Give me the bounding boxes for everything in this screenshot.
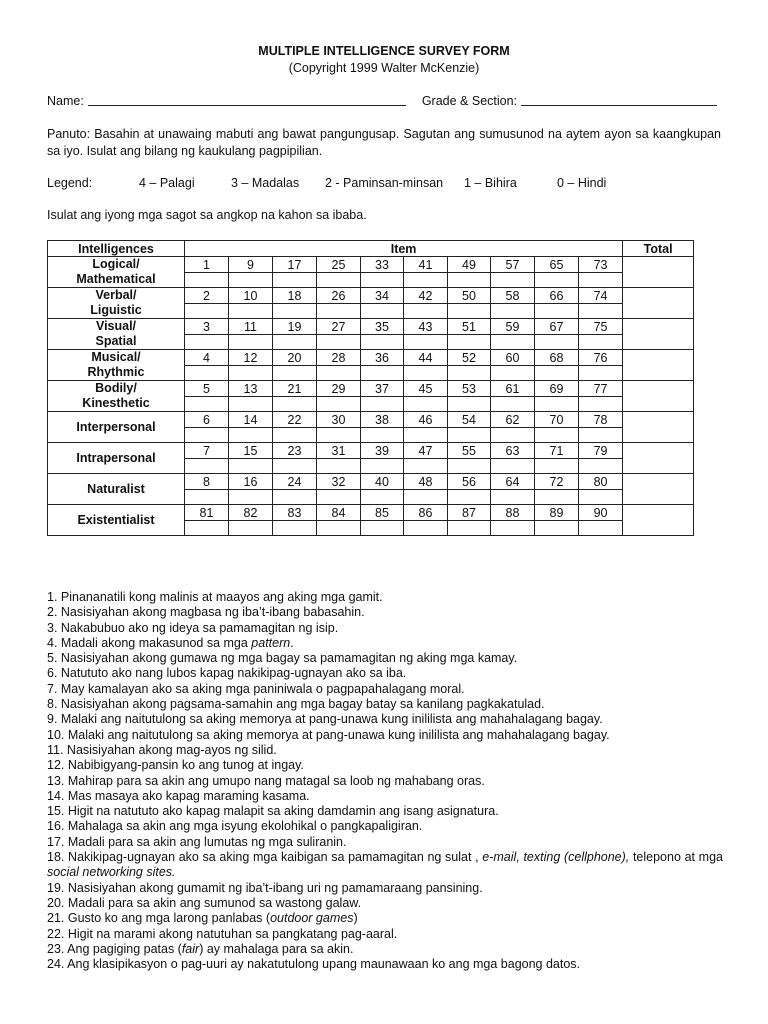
- item-number: 38: [361, 412, 404, 428]
- answer-cell[interactable]: [229, 490, 273, 505]
- answer-cell[interactable]: [535, 397, 579, 412]
- answer-cell[interactable]: [579, 521, 623, 536]
- intelligence-label: [48, 257, 185, 288]
- answer-cell[interactable]: [361, 459, 404, 474]
- intelligence-label-line1: Naturalist: [87, 481, 145, 496]
- statement-item: 18. Nakikipag-ugnayan ako sa aking mga kaibigan sa pamamagitan ng sulat , e-mail, texting (cellphone), telepono at mga social networking sites.: [47, 850, 723, 880]
- total-cell[interactable]: [623, 288, 694, 319]
- answer-note: Isulat ang iyong mga sagot sa angkop na kahon sa ibaba.: [47, 208, 367, 222]
- intelligence-label: [48, 443, 185, 474]
- answer-cell[interactable]: [448, 459, 491, 474]
- answer-cell[interactable]: [317, 490, 361, 505]
- answer-cell[interactable]: [491, 459, 535, 474]
- answer-cell[interactable]: [535, 459, 579, 474]
- intelligence-label-line1: Existentialist: [77, 512, 155, 527]
- answer-cell[interactable]: [273, 490, 317, 505]
- item-number: 1: [185, 257, 229, 273]
- statement-item: 15. Higit na natututo ako kapag malapit sa aking damdamin ang isang asignatura.: [47, 804, 499, 819]
- header-total: Total: [623, 241, 694, 257]
- item-number: 10: [229, 288, 273, 304]
- answer-cell[interactable]: [491, 335, 535, 350]
- intelligence-label: [48, 288, 185, 319]
- answer-cell[interactable]: [491, 490, 535, 505]
- intelligence-label-line1: Visual/: [95, 319, 137, 333]
- legend-item-hindi: 0 – Hindi: [557, 176, 607, 190]
- answer-cell[interactable]: [317, 304, 361, 319]
- item-number: 5: [185, 381, 229, 397]
- answer-cell[interactable]: [317, 335, 361, 350]
- answer-cell[interactable]: [361, 273, 404, 288]
- item-number: 28: [317, 350, 361, 366]
- item-number: 54: [448, 412, 491, 428]
- item-number: 33: [361, 257, 404, 273]
- item-number: 7: [185, 443, 229, 459]
- item-number: 26: [317, 288, 361, 304]
- legend-item-bihira: 1 – Bihira: [464, 176, 517, 190]
- statement-item: 8. Nasisiyahan akong pagsama-samahin ang mga bagay batay sa kanilang pagkakatulad.: [47, 697, 545, 712]
- total-cell[interactable]: [623, 505, 694, 536]
- answer-cell[interactable]: [361, 521, 404, 536]
- total-cell[interactable]: [623, 257, 694, 288]
- item-number: 84: [317, 505, 361, 521]
- item-number: 36: [361, 350, 404, 366]
- item-number: 72: [535, 474, 579, 490]
- answer-cell[interactable]: [579, 335, 623, 350]
- item-number: 49: [448, 257, 491, 273]
- statement-item: 22. Higit na marami akong natutuhan sa pangkatang pag-aaral.: [47, 926, 398, 941]
- table-row: [48, 288, 694, 304]
- intelligence-label-line1: Bodily/: [95, 381, 137, 395]
- item-number: 24: [273, 474, 317, 490]
- total-cell[interactable]: [623, 474, 694, 505]
- answer-cell[interactable]: [491, 273, 535, 288]
- item-number: 34: [361, 288, 404, 304]
- intelligence-label-line1: Verbal/: [95, 288, 137, 302]
- answer-cell[interactable]: [229, 459, 273, 474]
- answer-cell[interactable]: [579, 459, 623, 474]
- legend-label: Legend:: [47, 176, 93, 190]
- table-row: [48, 412, 694, 428]
- item-number: 15: [229, 443, 273, 459]
- item-number: 31: [317, 443, 361, 459]
- statement-item: 17. Madali para sa akin ang lumutas ng mga suliranin.: [47, 834, 347, 849]
- statement-item: 10. Malaki ang naitutulong sa aking memorya at pang-unawa kung inililista ang mahahalagang bagay.: [47, 727, 610, 742]
- answer-cell[interactable]: [229, 366, 273, 381]
- answer-cell[interactable]: [579, 304, 623, 319]
- item-number: 85: [361, 505, 404, 521]
- item-number: 79: [579, 443, 623, 459]
- answer-cell[interactable]: [317, 366, 361, 381]
- item-number: 39: [361, 443, 404, 459]
- item-number: 82: [229, 505, 273, 521]
- answer-cell[interactable]: [404, 428, 448, 443]
- answer-cell[interactable]: [229, 521, 273, 536]
- item-number: 12: [229, 350, 273, 366]
- item-number: 74: [579, 288, 623, 304]
- total-cell[interactable]: [623, 319, 694, 350]
- legend-item-madalas: 3 – Madalas: [231, 176, 300, 190]
- answer-cell[interactable]: [535, 335, 579, 350]
- item-number: 63: [491, 443, 535, 459]
- statement-item: 1. Pinananatili kong malinis at maayos ang aking mga gamit.: [47, 590, 383, 604]
- item-number: 3: [185, 319, 229, 335]
- answer-cell[interactable]: [404, 335, 448, 350]
- answer-cell[interactable]: [535, 304, 579, 319]
- item-number: 2: [185, 288, 229, 304]
- answer-cell[interactable]: [448, 273, 491, 288]
- answer-cell[interactable]: [491, 366, 535, 381]
- answer-cell[interactable]: [404, 490, 448, 505]
- answer-cell[interactable]: [185, 521, 229, 536]
- total-cell[interactable]: [623, 381, 694, 412]
- intelligence-label: [48, 381, 185, 412]
- table-row: [48, 474, 694, 490]
- item-number: 21: [273, 381, 317, 397]
- item-number: 20: [273, 350, 317, 366]
- answer-cell[interactable]: [185, 366, 229, 381]
- item-number: 60: [491, 350, 535, 366]
- answer-cell[interactable]: [579, 273, 623, 288]
- answer-cell[interactable]: [448, 304, 491, 319]
- answer-cell[interactable]: [185, 397, 229, 412]
- answer-cell[interactable]: [404, 521, 448, 536]
- intelligence-table: [47, 240, 694, 536]
- statement-item: 14. Mas masaya ako kapag maraming kasama.: [47, 788, 310, 803]
- answer-cell[interactable]: [273, 397, 317, 412]
- item-number: 42: [404, 288, 448, 304]
- answer-cell[interactable]: [185, 490, 229, 505]
- item-number: 75: [579, 319, 623, 335]
- statement-item: 24. Ang klasipikasyon o pag-uuri ay nakatutulong upang maunawaan ko ang mga bagong datos.: [47, 957, 581, 972]
- item-number: 16: [229, 474, 273, 490]
- table-row: [48, 381, 694, 397]
- answer-cell[interactable]: [361, 335, 404, 350]
- item-number: 40: [361, 474, 404, 490]
- item-number: 80: [579, 474, 623, 490]
- item-number: 14: [229, 412, 273, 428]
- name-field[interactable]: [88, 94, 406, 106]
- answer-cell[interactable]: [317, 521, 361, 536]
- item-number: 68: [535, 350, 579, 366]
- answer-cell[interactable]: [448, 521, 491, 536]
- item-number: 62: [491, 412, 535, 428]
- statement-item: 12. Nabibigyang-pansin ko ang tunog at ingay.: [47, 758, 304, 773]
- item-number: 57: [491, 257, 535, 273]
- item-number: 41: [404, 257, 448, 273]
- answer-cell[interactable]: [185, 304, 229, 319]
- intelligence-label: [48, 350, 185, 381]
- legend-item-palagi: 4 – Palagi: [139, 176, 195, 190]
- answer-cell[interactable]: [448, 428, 491, 443]
- answer-cell[interactable]: [448, 366, 491, 381]
- header-intelligences: Intelligences: [48, 241, 185, 257]
- answer-cell[interactable]: [229, 335, 273, 350]
- statement-item: 19. Nasisiyahan akong gumamit ng iba’t-ibang uri ng pamamaraang pansining.: [47, 880, 483, 895]
- intelligence-label: [48, 412, 185, 443]
- answer-cell[interactable]: [491, 397, 535, 412]
- answer-cell[interactable]: [317, 273, 361, 288]
- item-number: 44: [404, 350, 448, 366]
- item-number: 56: [448, 474, 491, 490]
- statement-item: 7. May kamalayan ako sa aking mga paniniwala o pagpapahalagang moral.: [47, 681, 465, 696]
- intelligence-label-line1: Musical/: [91, 350, 141, 364]
- statement-item: 20. Madali para sa akin ang sumunod sa wastong galaw.: [47, 895, 362, 910]
- table-row: [48, 350, 694, 366]
- item-number: 81: [185, 505, 229, 521]
- header-item: Item: [185, 241, 623, 257]
- answer-cell[interactable]: [535, 490, 579, 505]
- statement-item: 5. Nasisiyahan akong gumawa ng mga bagay sa pamamagitan ng aking mga kamay.: [47, 651, 518, 666]
- intelligence-label-line2: Rhythmic: [87, 365, 145, 379]
- answer-cell[interactable]: [229, 273, 273, 288]
- answer-cell[interactable]: [229, 428, 273, 443]
- answer-cell[interactable]: [579, 366, 623, 381]
- grade-section-field[interactable]: [521, 94, 717, 106]
- statement-item: 6. Natututo ako nang lubos kapag nakikipag-ugnayan ako sa iba.: [47, 666, 407, 681]
- table-row: [48, 257, 694, 273]
- name-label: Name:: [47, 94, 84, 108]
- item-number: 23: [273, 443, 317, 459]
- statement-list: [47, 590, 723, 972]
- item-number: 30: [317, 412, 361, 428]
- total-cell[interactable]: [623, 412, 694, 443]
- item-number: 45: [404, 381, 448, 397]
- statement-item: 23. Ang pagiging patas (fair) ay mahalaga para sa akin.: [47, 941, 354, 956]
- answer-cell[interactable]: [404, 273, 448, 288]
- answer-cell[interactable]: [273, 304, 317, 319]
- answer-cell[interactable]: [535, 273, 579, 288]
- total-cell[interactable]: [623, 350, 694, 381]
- item-number: 83: [273, 505, 317, 521]
- item-number: 71: [535, 443, 579, 459]
- answer-cell[interactable]: [579, 428, 623, 443]
- item-number: 47: [404, 443, 448, 459]
- item-number: 4: [185, 350, 229, 366]
- item-number: 27: [317, 319, 361, 335]
- item-number: 90: [579, 505, 623, 521]
- intelligence-label-line1: Intrapersonal: [76, 450, 156, 465]
- item-number: 88: [491, 505, 535, 521]
- answer-cell[interactable]: [535, 521, 579, 536]
- item-number: 77: [579, 381, 623, 397]
- item-number: 70: [535, 412, 579, 428]
- answer-cell[interactable]: [273, 459, 317, 474]
- table-row: [48, 319, 694, 335]
- answer-cell[interactable]: [273, 335, 317, 350]
- item-number: 78: [579, 412, 623, 428]
- form-title: MULTIPLE INTELLIGENCE SURVEY FORM: [258, 44, 510, 58]
- intelligence-label-line2: Mathematical: [76, 272, 156, 286]
- intelligence-label-line2: Liguistic: [90, 303, 142, 317]
- answer-cell[interactable]: [579, 397, 623, 412]
- legend-item-paminsan-minsan: 2 - Paminsan-minsan: [325, 176, 444, 190]
- item-number: 9: [229, 257, 273, 273]
- answer-cell[interactable]: [317, 459, 361, 474]
- intelligence-label-line1: Interpersonal: [76, 419, 156, 434]
- item-number: 52: [448, 350, 491, 366]
- item-number: 6: [185, 412, 229, 428]
- item-number: 17: [273, 257, 317, 273]
- item-number: 22: [273, 412, 317, 428]
- intelligence-label: [48, 319, 185, 350]
- answer-cell[interactable]: [273, 366, 317, 381]
- answer-cell[interactable]: [535, 366, 579, 381]
- answer-cell[interactable]: [229, 304, 273, 319]
- answer-cell[interactable]: [404, 366, 448, 381]
- answer-cell[interactable]: [404, 397, 448, 412]
- item-number: 65: [535, 257, 579, 273]
- answer-cell[interactable]: [273, 428, 317, 443]
- item-number: 87: [448, 505, 491, 521]
- item-number: 11: [229, 319, 273, 335]
- intelligence-label-line2: Kinesthetic: [82, 396, 150, 410]
- statement-item: 9. Malaki ang naitutulong sa aking memorya at pang-unawa kung inililista ang mahahalagang bagay.: [47, 712, 603, 727]
- item-number: 37: [361, 381, 404, 397]
- answer-cell[interactable]: [535, 428, 579, 443]
- item-number: 18: [273, 288, 317, 304]
- grade-section-label: Grade & Section:: [421, 94, 518, 108]
- answer-cell[interactable]: [448, 490, 491, 505]
- item-number: 53: [448, 381, 491, 397]
- instructions-text: Panuto: Basahin at unawaing mabuti ang bawat pangungusap. Sagutan ang sumusunod na aytem ayon sa kaangkupan sa iyo. Isulat ang bilang ng kaukulang pagpipilian.: [47, 127, 721, 158]
- answer-cell[interactable]: [579, 490, 623, 505]
- answer-cell[interactable]: [361, 397, 404, 412]
- answer-cell[interactable]: [317, 397, 361, 412]
- answer-cell[interactable]: [361, 366, 404, 381]
- item-number: 25: [317, 257, 361, 273]
- answer-cell[interactable]: [229, 397, 273, 412]
- item-number: 61: [491, 381, 535, 397]
- item-number: 51: [448, 319, 491, 335]
- total-cell[interactable]: [623, 443, 694, 474]
- item-number: 29: [317, 381, 361, 397]
- item-number: 46: [404, 412, 448, 428]
- item-number: 43: [404, 319, 448, 335]
- item-number: 32: [317, 474, 361, 490]
- statement-item: 21. Gusto ko ang mga larong panlabas (outdoor games): [47, 911, 358, 926]
- answer-cell[interactable]: [185, 335, 229, 350]
- table-row: [48, 505, 694, 521]
- answer-cell[interactable]: [404, 304, 448, 319]
- answer-cell[interactable]: [361, 490, 404, 505]
- item-number: 58: [491, 288, 535, 304]
- item-number: 73: [579, 257, 623, 273]
- answer-cell[interactable]: [491, 521, 535, 536]
- answer-cell[interactable]: [361, 428, 404, 443]
- statement-item: 16. Mahalaga sa akin ang mga isyung ekolohikal o pangkapaligiran.: [47, 819, 423, 834]
- statement-item: 11. Nasisiyahan akong mag-ayos ng silid.: [47, 742, 277, 757]
- answer-cell[interactable]: [185, 273, 229, 288]
- item-number: 50: [448, 288, 491, 304]
- item-number: 59: [491, 319, 535, 335]
- answer-cell[interactable]: [448, 335, 491, 350]
- item-number: 89: [535, 505, 579, 521]
- item-number: 8: [185, 474, 229, 490]
- answer-cell[interactable]: [404, 459, 448, 474]
- answer-cell[interactable]: [448, 397, 491, 412]
- item-number: 86: [404, 505, 448, 521]
- answer-cell[interactable]: [185, 459, 229, 474]
- answer-cell[interactable]: [491, 304, 535, 319]
- copyright-line: (Copyright 1999 Walter McKenzie): [288, 61, 480, 75]
- answer-cell[interactable]: [361, 304, 404, 319]
- item-number: 35: [361, 319, 404, 335]
- item-number: 19: [273, 319, 317, 335]
- answer-cell[interactable]: [317, 428, 361, 443]
- table-row: [48, 443, 694, 459]
- answer-cell[interactable]: [185, 428, 229, 443]
- item-number: 69: [535, 381, 579, 397]
- answer-cell[interactable]: [491, 428, 535, 443]
- statement-item: 4. Madali akong makasunod sa mga pattern.: [47, 635, 294, 650]
- intelligence-label-line1: Logical/: [92, 257, 140, 271]
- item-number: 66: [535, 288, 579, 304]
- intelligence-label: [48, 505, 185, 536]
- statement-item: 13. Mahirap para sa akin ang umupo nang matagal sa loob ng mahabang oras.: [47, 773, 485, 788]
- table-header-row: [48, 241, 694, 257]
- intelligence-label-line2: Spatial: [95, 334, 137, 348]
- item-number: 76: [579, 350, 623, 366]
- item-number: 55: [448, 443, 491, 459]
- item-number: 67: [535, 319, 579, 335]
- item-number: 64: [491, 474, 535, 490]
- item-number: 48: [404, 474, 448, 490]
- statement-item: 2. Nasisiyahan akong magbasa ng iba’t-ibang babasahin.: [47, 605, 365, 620]
- item-number: 13: [229, 381, 273, 397]
- answer-cell[interactable]: [273, 273, 317, 288]
- intelligence-label: [48, 474, 185, 505]
- statement-item: 3. Nakabubuo ako ng ideya sa pamamagitan ng isip.: [47, 620, 339, 635]
- answer-cell[interactable]: [273, 521, 317, 536]
- name-grade-row: [47, 94, 723, 108]
